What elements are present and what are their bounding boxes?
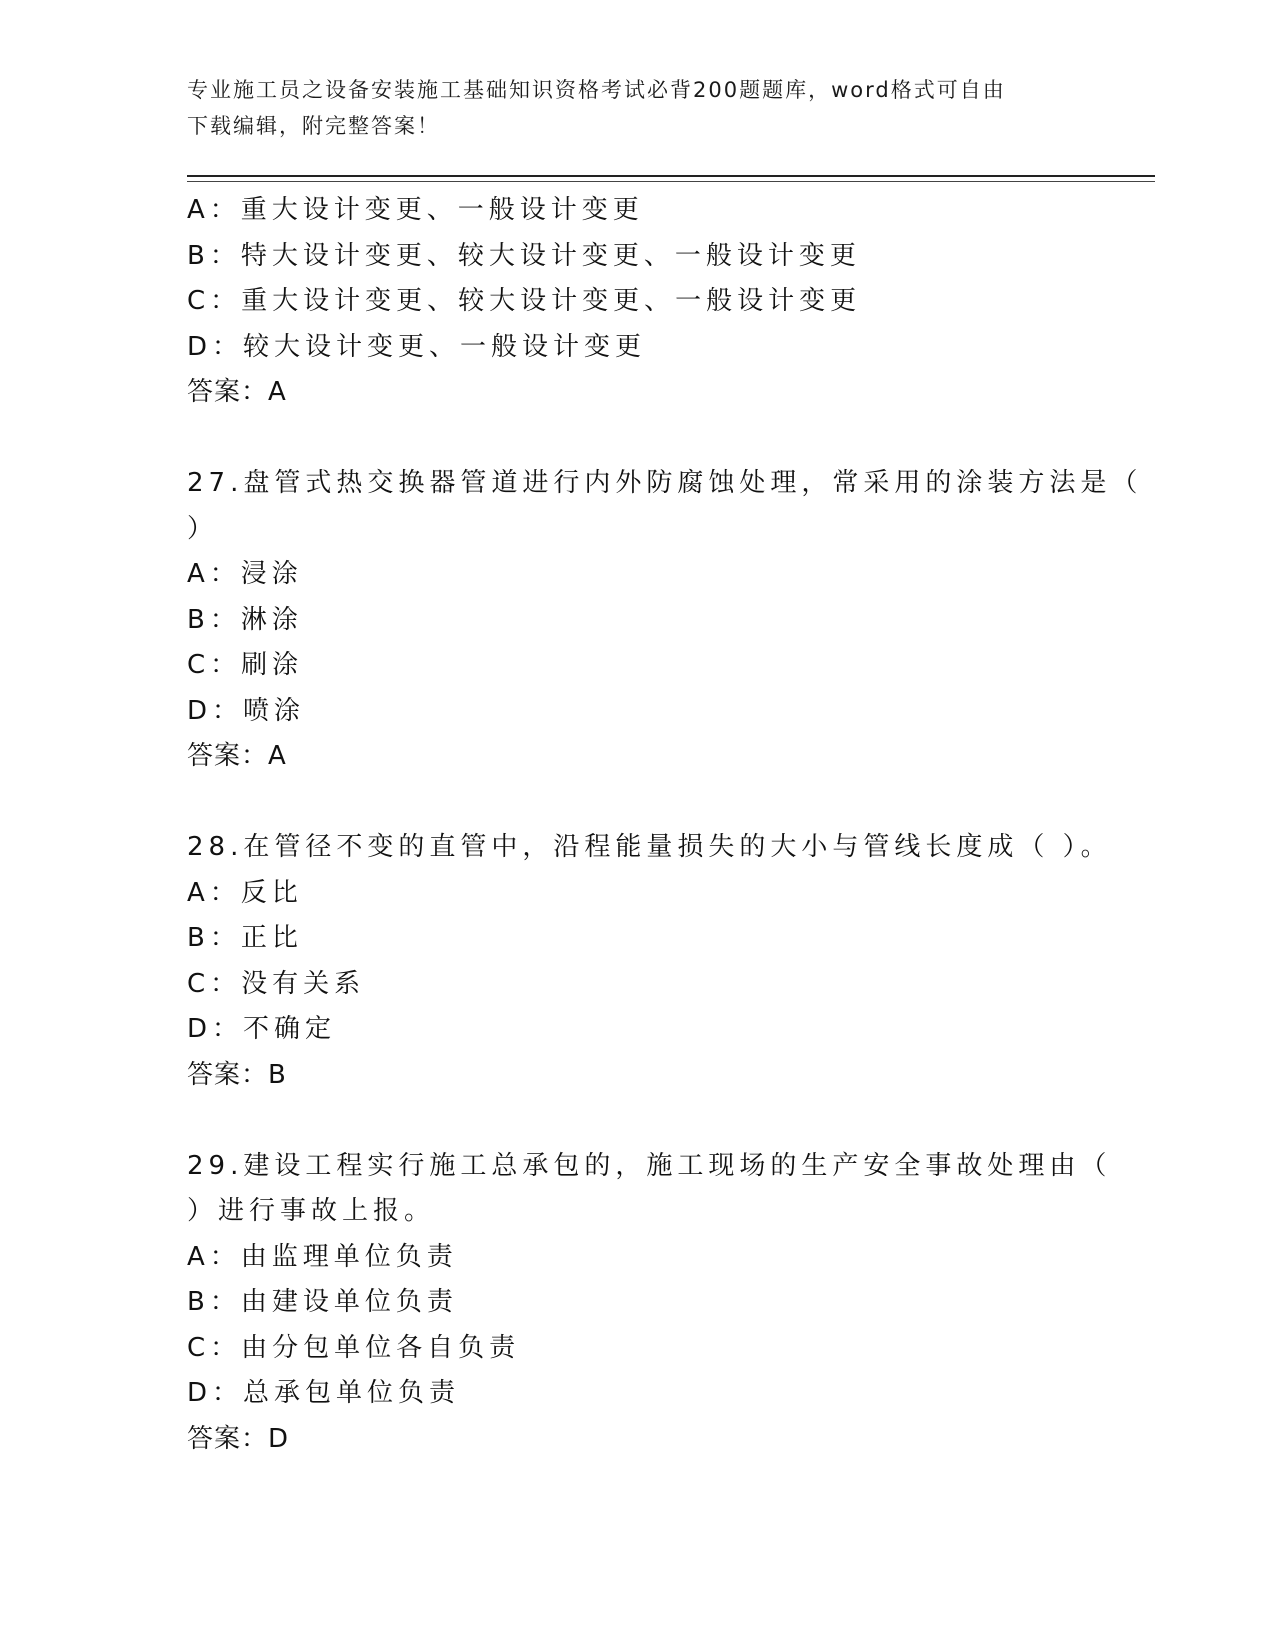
option-b: B：正比 [187,923,303,953]
answer: 答案：A [187,741,287,771]
option-a: A：反比 [187,877,303,908]
header-line-2: 下载编辑，附完整答案！ [187,114,440,138]
spacer [187,780,1087,826]
answer: 答案：D [187,1423,290,1454]
answer: 答案：A [187,377,287,407]
question-text-line-1: 28.在管径不变的直管中，沿程能量损失的大小与管线长度成（ ）。 [187,832,1112,862]
question-list [187,188,1143,1462]
question-text [187,825,1112,871]
option-b: B：由建设单位负责 [187,1287,458,1317]
option-d: D：较大设计变更、一般设计变更 [187,331,647,362]
option-c: C：没有关系 [187,968,366,999]
answer: 答案：B [187,1059,287,1090]
header-line-1: 专业施工员之设备安装施工基础知识资格考试必背200题题库，word格式可自由 [187,78,1006,102]
question-26 [187,188,1087,416]
header-rule-thick [187,175,1155,177]
question-text-line-1: 27.盘管式热交换器管道进行内外防腐蚀处理，常采用的涂装方法是（ [187,468,1143,498]
question-text-line-1: 29.建设工程实行施工总承包的，施工现场的生产安全事故处理由（ [187,1150,1112,1181]
option-c: C：刷涂 [187,650,304,680]
option-d: D：喷涂 [187,695,306,726]
spacer [187,1098,1087,1144]
option-b: B：特大设计变更、较大设计变更、一般设计变更 [187,240,861,271]
option-d: D：不确定 [187,1014,337,1044]
option-b: B：淋涂 [187,604,303,635]
question-text-line-2: ） [187,513,219,544]
question-text-line-2: ）进行事故上报。 [187,1196,436,1226]
question-29 [187,1144,1112,1463]
option-c: C：由分包单位各自负责 [187,1332,521,1363]
question-text [187,1144,1112,1235]
spacer [187,416,1087,462]
question-text [187,461,1143,552]
option-a: A：重大设计变更、一般设计变更 [187,195,644,225]
option-a: A：浸涂 [187,559,303,589]
header-rule-thin [187,181,1155,182]
question-27 [187,461,1143,780]
question-28 [187,825,1112,1098]
document-header [187,72,1067,144]
option-a: A：由监理单位负责 [187,1241,458,1272]
option-d: D：总承包单位负责 [187,1378,461,1408]
option-c: C：重大设计变更、较大设计变更、一般设计变更 [187,286,862,316]
